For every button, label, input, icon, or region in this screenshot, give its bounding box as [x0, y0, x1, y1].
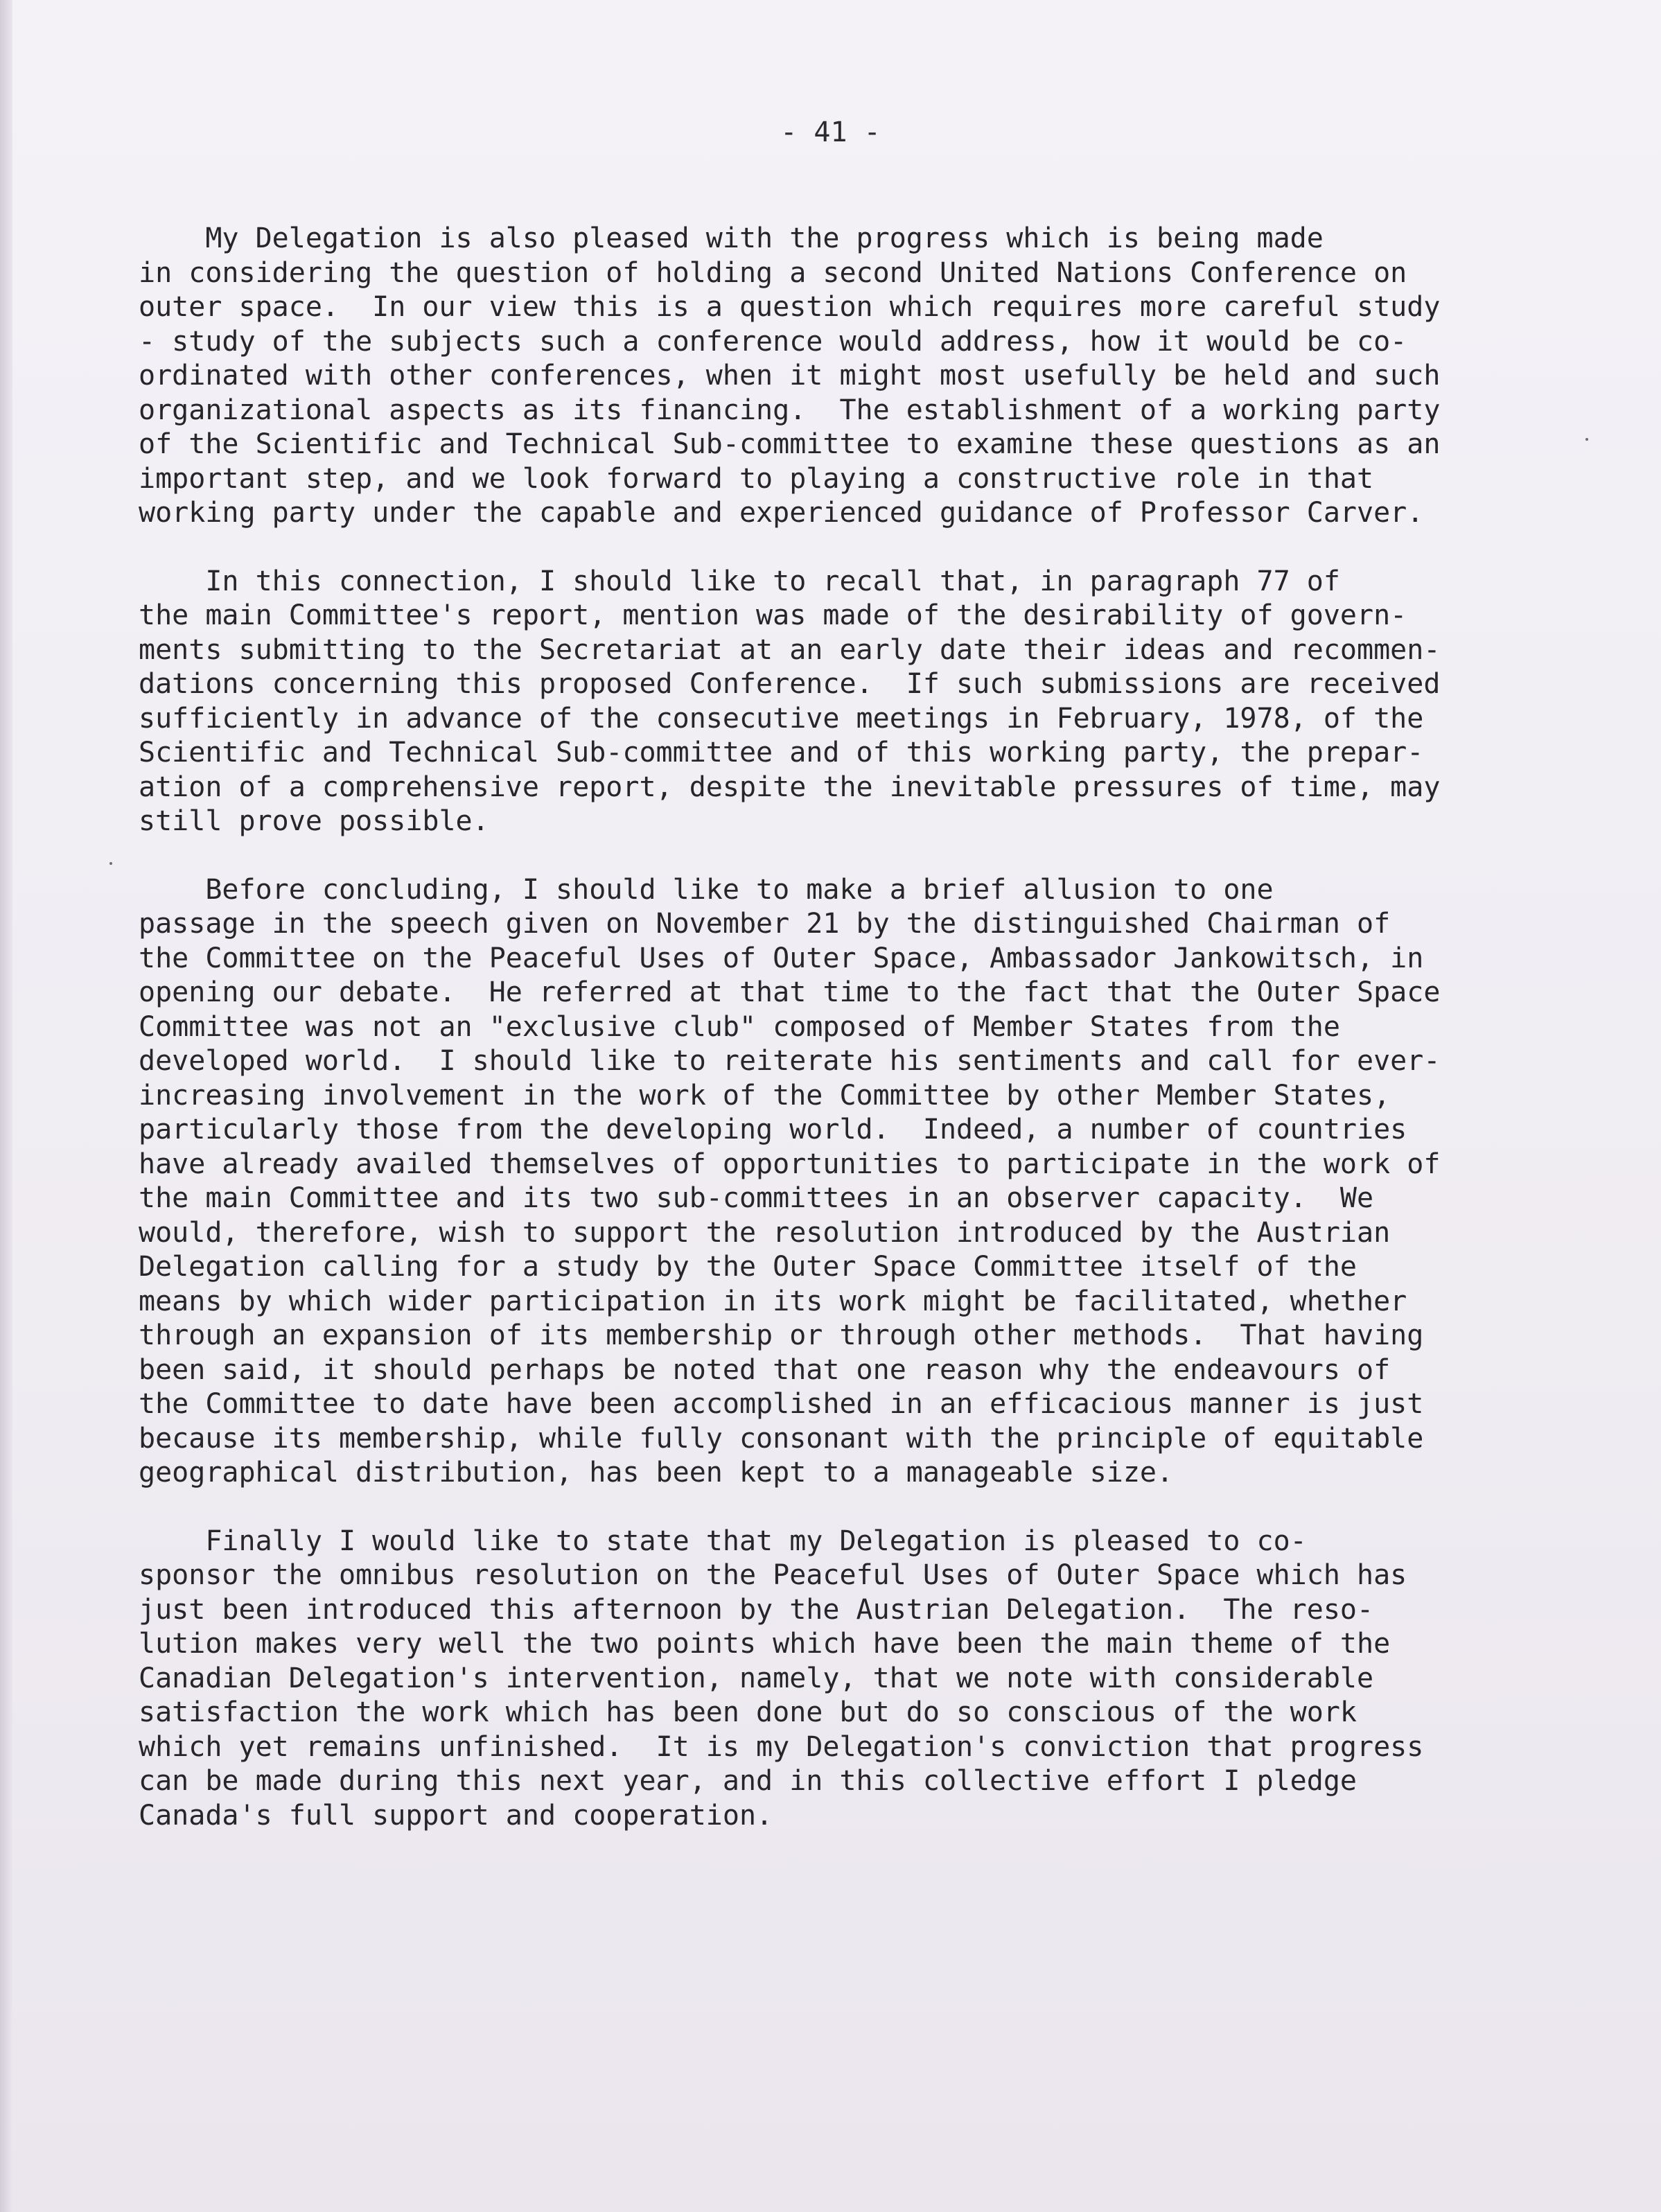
text-line: which yet remains unfinished. It is my Delegation's conviction that progress	[139, 1730, 1424, 1763]
page-number: - 41 -	[780, 116, 881, 148]
document-body	[139, 222, 1497, 1833]
text-line: In this connection, I should like to recall that, in paragraph 77 of	[139, 565, 1340, 597]
text-line: Before concluding, I should like to make a brief allusion to one	[139, 873, 1274, 906]
text-line: particularly those from the developing world. Indeed, a number of countries	[139, 1114, 1407, 1146]
paragraph-before-concluding	[139, 873, 1497, 1491]
text-line: just been introduced this afternoon by the Austrian Delegation. The reso-	[139, 1593, 1374, 1626]
text-line: passage in the speech given on November 21 by the distinguished Chairman of	[139, 908, 1391, 940]
text-line: the main Committee's report, mention was made of the desirability of govern-	[139, 599, 1407, 631]
text-line: Finally I would like to state that my Delegation is pleased to co-	[139, 1525, 1307, 1557]
text-line: lution makes very well the two points which have been the main theme of the	[139, 1628, 1391, 1660]
speck-mark	[109, 862, 112, 865]
text-line: ments submitting to the Secretariat at an early date their ideas and recommen-	[139, 633, 1441, 666]
text-line: Committee was not an "exclusive club" composed of Member States from the	[139, 1010, 1340, 1043]
text-line: important step, and we look forward to playing a constructive role in that	[139, 462, 1374, 495]
text-line: organizational aspects as its financing. The establishment of a working party	[139, 394, 1441, 426]
text-line: have already availed themselves of opportunities to participate in the work of	[139, 1148, 1441, 1180]
text-line: sponsor the omnibus resolution on the Peaceful Uses of Outer Space which has	[139, 1559, 1407, 1591]
text-line: the main Committee and its two sub-committees in an observer capacity. We	[139, 1182, 1374, 1214]
text-line: Scientific and Technical Sub-committee and of this working party, the prepar-	[139, 737, 1424, 769]
text-line: still prove possible.	[139, 805, 489, 837]
text-line: the Committee on the Peaceful Uses of Outer Space, Ambassador Jankowitsch, in	[139, 942, 1424, 974]
text-line: Canada's full support and cooperation.	[139, 1799, 773, 1832]
text-line: Canadian Delegation's intervention, namely, that we note with considerable	[139, 1662, 1374, 1694]
text-line: developed world. I should like to reiterate his sentiments and call for ever-	[139, 1045, 1441, 1077]
text-line: Delegation calling for a study by the Outer Space Committee itself of the	[139, 1251, 1357, 1283]
speck-mark	[1585, 438, 1588, 441]
text-line: in considering the question of holding a second United Nations Conference on	[139, 256, 1407, 289]
text-line: increasing involvement in the work of the Committee by other Member States,	[139, 1079, 1391, 1112]
text-line: geographical distribution, has been kept to a manageable size.	[139, 1457, 1174, 1489]
text-line: through an expansion of its membership or through other methods. That having	[139, 1319, 1424, 1351]
paragraph-committee-report	[139, 565, 1497, 839]
text-line: - study of the subjects such a conference would address, how it would be co-	[139, 325, 1407, 358]
text-line: outer space. In our view this is a question which requires more careful study	[139, 291, 1441, 323]
paragraph-finally	[139, 1525, 1497, 1834]
text-line: because its membership, while fully consonant with the principle of equitable	[139, 1422, 1424, 1455]
text-line: working party under the capable and experienced guidance of Professor Carver.	[139, 497, 1424, 529]
text-line: would, therefore, wish to support the resolution introduced by the Austrian	[139, 1216, 1391, 1249]
text-line: the Committee to date have been accomplished in an efficacious manner is just	[139, 1388, 1424, 1420]
text-line: opening our debate. He referred at that time to the fact that the Outer Space	[139, 976, 1441, 1008]
text-line: My Delegation is also pleased with the progress which is being made	[139, 222, 1324, 254]
text-line: ation of a comprehensive report, despite the inevitable pressures of time, may	[139, 771, 1441, 803]
text-line: sufficiently in advance of the consecutive meetings in February, 1978, of the	[139, 702, 1424, 735]
text-line: dations concerning this proposed Conference. If such submissions are received	[139, 668, 1441, 700]
paragraph-progress-conference	[139, 222, 1497, 531]
text-line: can be made during this next year, and in this collective effort I pledge	[139, 1765, 1357, 1797]
text-line: means by which wider participation in its work might be facilitated, whether	[139, 1285, 1407, 1317]
text-line: been said, it should perhaps be noted that one reason why the endeavours of	[139, 1353, 1391, 1386]
text-line: ordinated with other conferences, when it might most usefully be held and such	[139, 360, 1441, 392]
text-line: satisfaction the work which has been done but do so conscious of the work	[139, 1696, 1357, 1728]
page-edge-shadow	[0, 0, 12, 2212]
text-line: of the Scientific and Technical Sub-committee to examine these questions as an	[139, 428, 1441, 460]
